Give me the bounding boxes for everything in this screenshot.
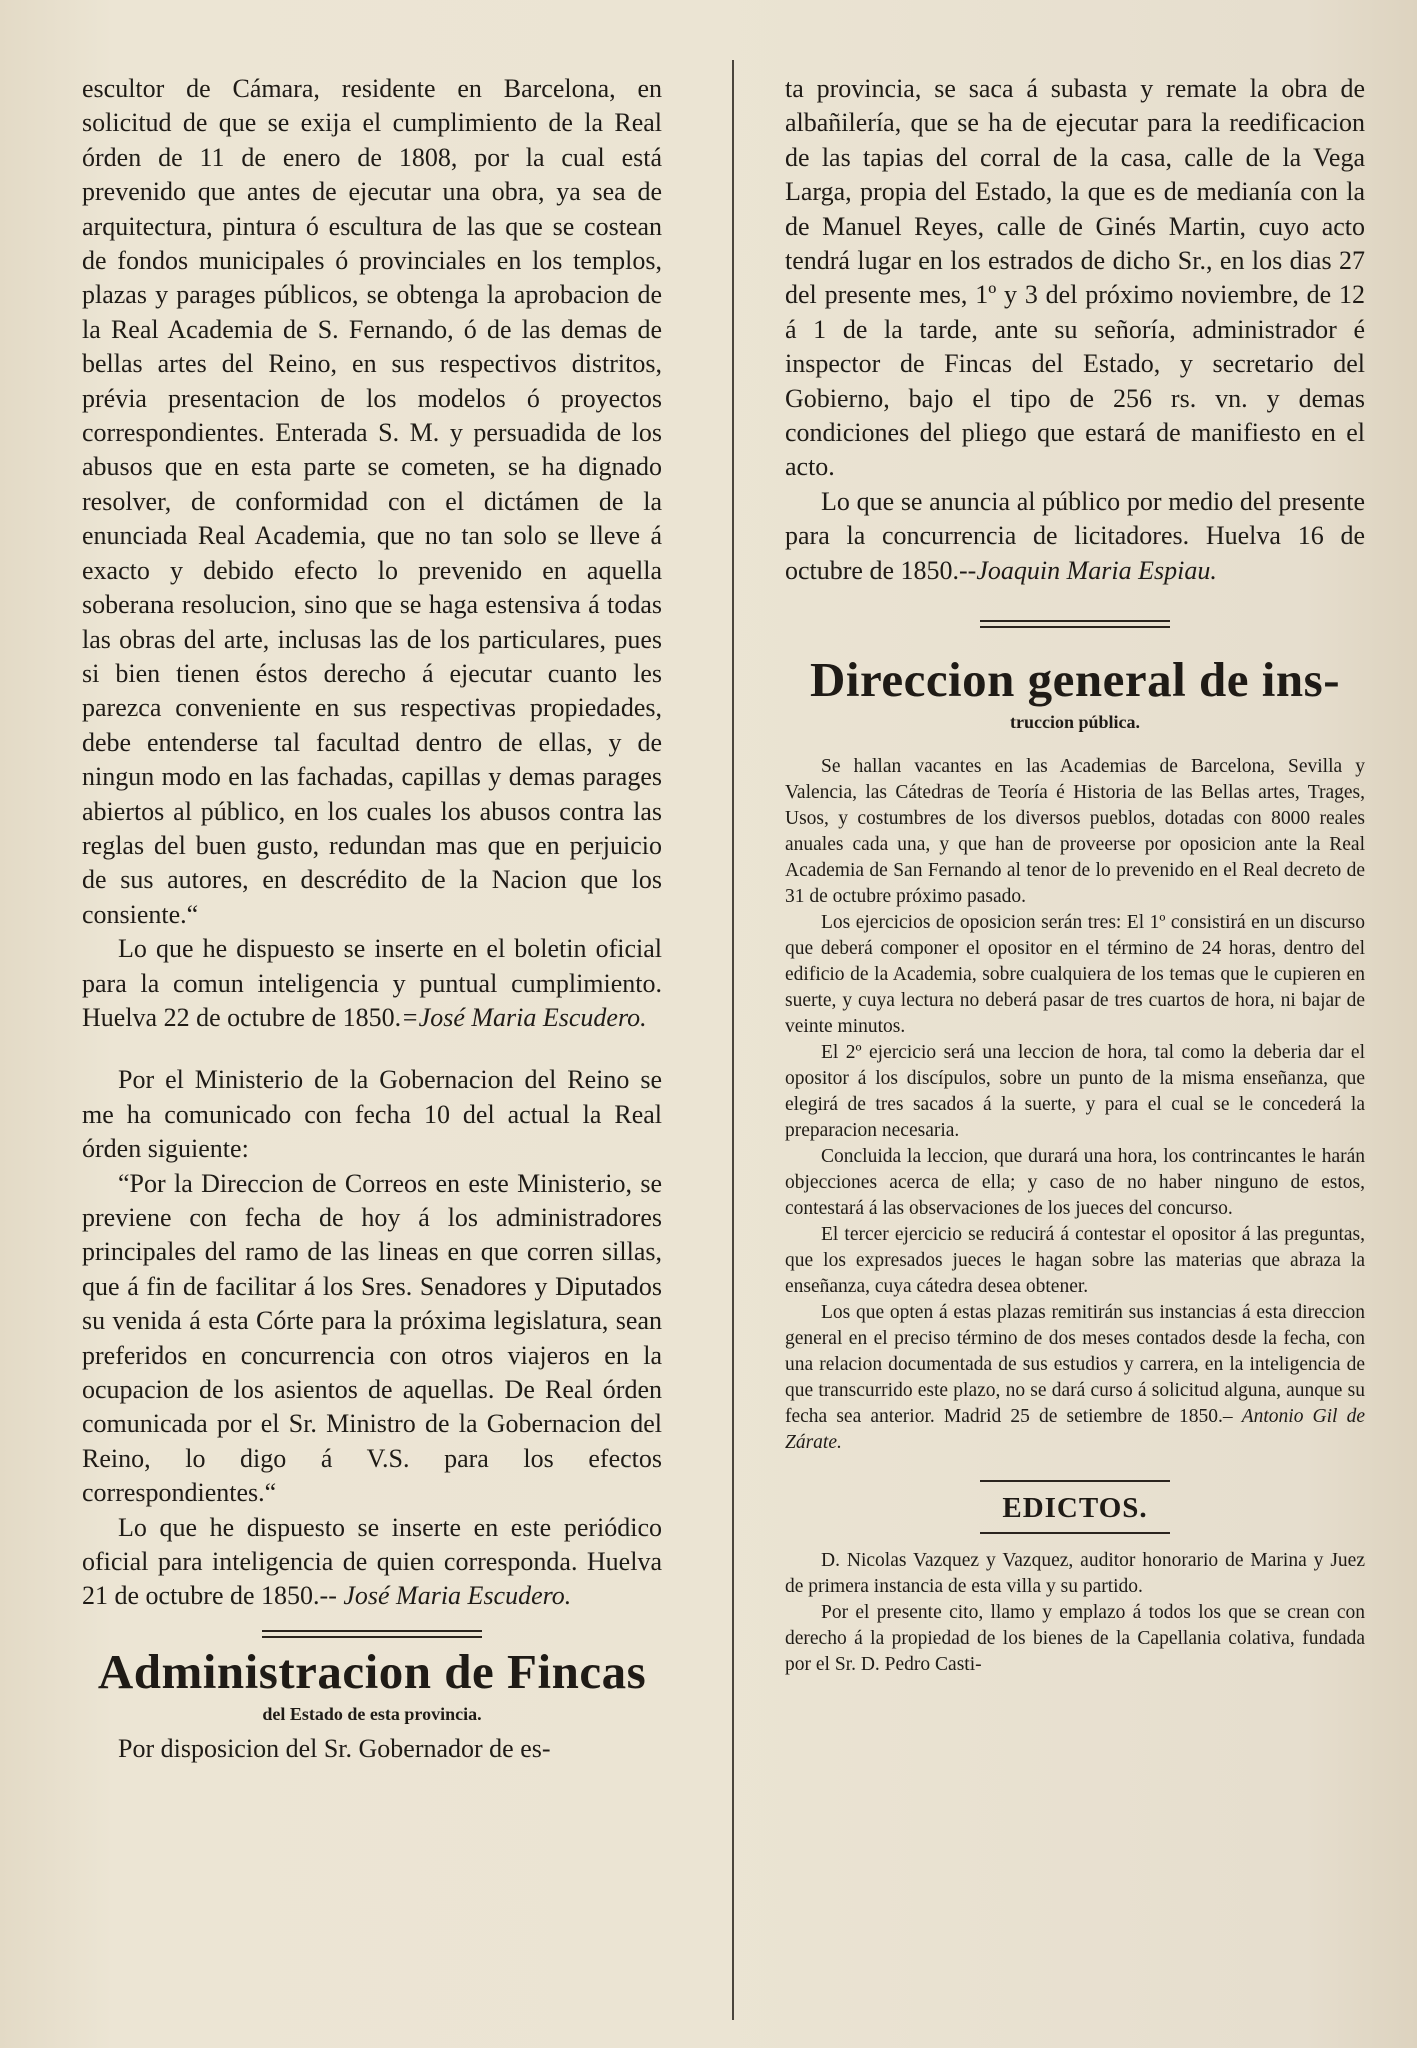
order-notice-text: Lo que he dispuesto se inserte en el boletin oficial para la comun inteligencia y puntual cumplimiento. Huelva 22 de octubre de 1850.	[82, 934, 662, 1032]
notice-paragraph: Concluida la leccion, que durará una hora, los contrincantes le harán objecciones acerca de ella; y caso de no haber ninguno de estos, contestará á las observaciones de los jueces del concurso.	[785, 1146, 1365, 1220]
ministry-order-text: “Por la Direccion de Correos en este Ministerio, se previene con fecha de hoy á los administradores principales del ramo de las lineas en que corren sillas, que á fin de facilitar á los Sres. Senadores y Diputados su venida á esta Córte para la próxima legislatura, sean preferidos en concurrencia con otros viajeros en la ocupacion de los asientos de aquellas. De Real órden comunicada por el Sr. Ministro de la Gobernacion del Reino, lo digo á V.S. para los efectos correspondientes.“	[82, 1168, 662, 1508]
auction-notice-text: Lo que se anuncia al público por medio del presente para la concurrencia de licitadores. Huelva 16 de octubre de 1850.--	[785, 486, 1365, 585]
publication-notice	[82, 1511, 662, 1614]
section-ornament	[262, 1628, 482, 1640]
signature: =José Maria Escudero.	[401, 1002, 647, 1032]
notice-paragraph: El 2º ejercicio será una leccion de hora, tal como la deberia dar el opositor á los discípulos, sobre un punto de la misma enseñanza, que elegirá de tres sacados á la suerte, y para el cual se le concederá la preparacion necesaria.	[785, 1042, 1365, 1142]
edicts-heading: EDICTOS.	[1002, 1492, 1148, 1525]
auction-intro: Por disposicion del Sr. Gobernador de es-	[118, 1733, 551, 1763]
notice-paragraph-text: Los que opten á estas plazas remitirán sus instancias á esta direccion general en el preciso término de dos meses contados desde la fecha, con una relacion documentada de sus estudios y carrera, en la inteligencia de que transcurrido este plazo, no se dará curso á solicitud alguna, aunque su fecha sea anterior. Madrid 25 de setiembre de 1850.–	[785, 1302, 1365, 1428]
notice-paragraph: Se hallan vacantes en las Academias de Barcelona, Sevilla y Valencia, las Cátedras de Teoría é Historia de las Bellas artes, Trages, Usos, y costumbres de los diversos pueblos, dotadas con 8000 reales anuales cada una, y que han de proveerse por oposicion ante la Real Academia de San Fernando al tenor de lo prevenido en el Real decreto de 31 de octubre próximo pasado.	[785, 756, 1365, 908]
auction-notice	[785, 485, 1365, 588]
notice-paragraph: El tercer ejercicio se reducirá á contestar el opositor á las preguntas, que los expresados jueces le hagan sobre las materias que abraza la enseñanza, cuya cátedra desea obtener.	[785, 1224, 1365, 1298]
notice-paragraph	[785, 1300, 1365, 1456]
section-subheading: truccion pública.	[1009, 712, 1140, 733]
edict-paragraph: D. Nicolas Vazquez y Vazquez, auditor honorario de Marina y Juez de primera instancia de esta villa y su partido.	[785, 1550, 1365, 1598]
section-ornament	[980, 618, 1170, 630]
signature: José Maria Escudero.	[343, 1581, 572, 1611]
auction-text: ta provincia, se saca á subasta y remate la obra de albañilería, que se ha de ejecutar para la reedificacion de las tapias del corral de la casa, calle de la Vega Larga, propia del Estado, la que es de medianía con la de Manuel Reyes, calle de Ginés Martin, cuyo acto tendrá lugar en los estrados de dicho Sr., en los dias 27 del presente mes, 1º y 3 del próximo noviembre, de 12 á 1 de la tarde, ante su señoría, administrador é inspector de Fincas del Estado, y secretario del Gobierno, bajo el tipo de 256 rs. vn. y demas condiciones del pliego que estará de manifiesto en el acto.	[785, 74, 1365, 482]
signature: Joaquin Maria Espiau.	[976, 555, 1217, 585]
section-heading: Direccion general de ins-	[809, 652, 1341, 708]
column-divider	[732, 60, 734, 2020]
notice-paragraph: Los ejercicios de oposicion serán tres: El 1º consistirá en un discurso que deberá componer el opositor en el término de 24 horas, dentro del edificio de la Academia, sobre cualquiera de los temas que le cupieren en suerte, y cuya lectura no deberá pasar de tres cuartos de hora, ni bajar de veinte minutos.	[785, 912, 1365, 1038]
signature: Antonio Gil de Zárate.	[785, 1406, 1365, 1454]
publication-notice-text: Lo que he dispuesto se inserte en este periódico oficial para inteligencia de quien corresponda. Huelva 21 de octubre de 1850.--	[82, 1512, 662, 1611]
left-column	[82, 72, 662, 1766]
order-notice	[82, 932, 662, 1035]
royal-order-text: escultor de Cámara, residente en Barcelona, en solicitud de que se exija el cumplimiento de la Real órden de 11 de enero de 1808, por la cual está prevenido que antes de ejecutar una obra, ya sea de arquitectura, pintura ó escultura de las que se costean de fondos municipales ó provinciales en los templos, plazas y parages públicos, se obtenga la aprobacion de la Real Academia de S. Fernando, ó de las demas de bellas artes del Reino, en sus respectivos distritos, prévia presentacion de los modelos ó proyectos correspondientes. Enterada S. M. y persuadida de los abusos que en esta parte se cometen, se ha dignado resolver, de conformidad con el dictámen de la enunciada Real Academia, que no tan solo se lleve á exacto y debido efecto lo prevenido en aquella soberana resolucion, sino que se haga estensiva á todas las obras del arte, inclusas las de los particulares, pues si bien tienen éstos derecho á ejecutar cuanto les parezca conveniente en sus respectivas propiedades, debe entenderse tal facultad dentro de ellas, y de ningun modo en las fachadas, capillas y demas parages abiertos al público, en los cuales los abusos contra las reglas del buen gusto, redundan mas que en perjuicio de sus autores, en descrédito de la Nacion que los consiente.“	[82, 74, 662, 929]
right-column	[785, 72, 1365, 1678]
section-subheading: del Estado de esta provincia.	[262, 1703, 482, 1724]
ministry-intro: Por el Ministerio de la Gobernacion del Reino se me ha comunicado con fecha 10 del actual la Real órden siguiente:	[82, 1065, 662, 1164]
edict-paragraph: Por el presente cito, llamo y emplazo á todos los que se crean con derecho á la propiedad de los bienes de la Capellania colativa, fundada por el Sr. D. Pedro Casti-	[785, 1602, 1365, 1676]
section-heading: Administracion de Fincas	[97, 1643, 647, 1699]
